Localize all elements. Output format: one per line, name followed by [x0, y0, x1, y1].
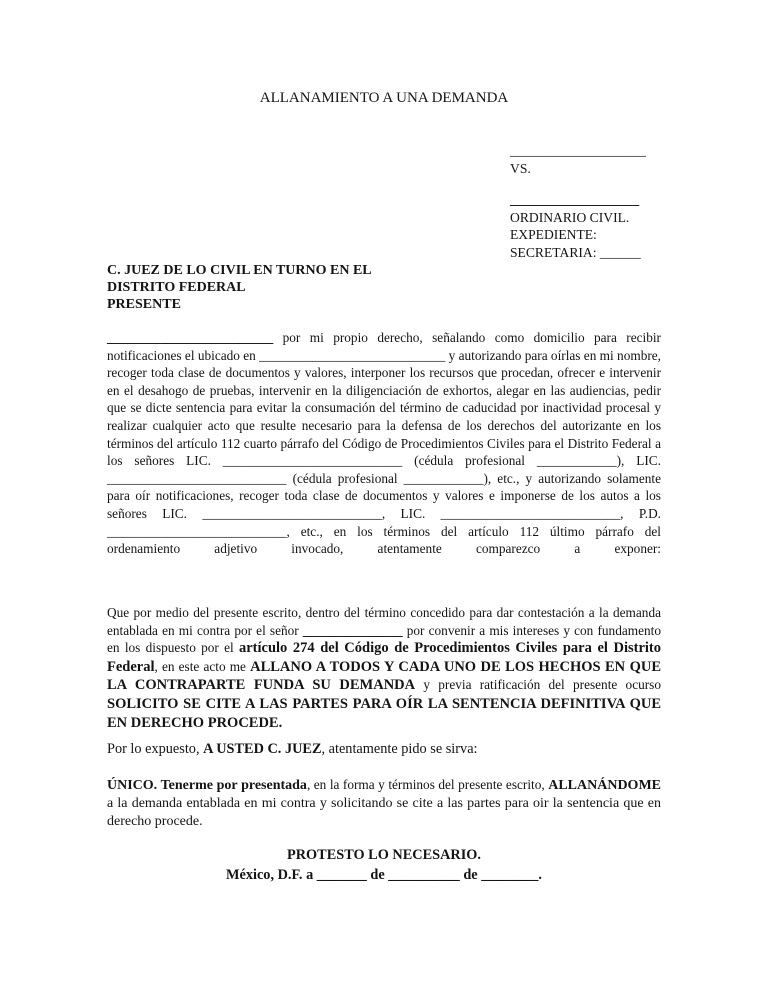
p2-blank: _______________: [302, 622, 403, 638]
p2-text-3: , en este acto me: [154, 658, 251, 674]
p2-text-2: por convenir a mis intereses y con fundamento en los dispuesto por el: [107, 622, 661, 656]
defendant-line: ___________________: [510, 192, 640, 207]
document-title: ALLANAMIENTO A UNA DEMANDA: [259, 90, 509, 106]
versus-label: VS.: [510, 160, 531, 176]
p3-juez: A USTED C. JUEZ: [203, 741, 322, 757]
p4-text-1: , en la forma y términos del presente escrito,: [306, 777, 549, 792]
p3-text-2: , atentamente pido se sirva:: [321, 741, 478, 757]
acquiescence-paragraph: [107, 604, 661, 732]
trial-type: ORDINARIO CIVIL.: [510, 209, 630, 225]
p4-unico: ÚNICO. Tenerme por presentada: [107, 778, 307, 793]
secretary-label: SECRETARIA: ______: [510, 244, 641, 260]
promovente-blank: _________________________: [107, 330, 274, 345]
addressee-line-1: C. JUEZ DE LO CIVIL EN TURNO EN EL: [107, 263, 372, 278]
authorization-text: por mi propio derecho, señalando como domicilio para recibir notificaciones el ubicado en ____________________________ y autorizando para oírlas en mi nombre, recoger toda clase de documentos y valores, interponer los recursos que procedan, ofrecer e intervenir en el desahogo de pruebas, intervenir en la diligenciación de exhortos, alegar en las audiencias, pedir que se dicte sentencia para evitar la consumación del término de caducidad por inactividad procesal y realizar cualquier acto que resulte necesario para la defensa de los derechos del autorizante en los términos del artículo 112 cuarto párrafo del Código de Procedimientos Civiles para el Distrito Federal a los señores LIC. ___________________________ (cédula profesional ____________), LIC. ___________________________ (cédula profesional ____________), etc., y autorizando solamente para oír notificaciones, recoger toda clase de documentos y valores e imponerse de los autos a los señores LIC. ___________________________, LIC. ___________________________, P.D. ___________________________, etc., en los términos del artículo 112 último párrafo del ordenamiento adjetivo invocado, atentamente comparezco a exponer:: [107, 330, 661, 557]
p4-text-2: a la demanda entablada en mi contra y solicitando se cite a las partes para oir la sentencia que en derecho procede.: [107, 796, 661, 829]
addressee-block: [107, 262, 372, 313]
p4-allanandome: ALLANÁNDOME: [548, 778, 661, 793]
p2-text-1: Que por medio del presente escrito, dentro del término concedido para dar contestación a la demanda entablada en mi contra por el señor: [107, 605, 661, 638]
case-info-block: [510, 142, 646, 261]
addressee-line-3: PRESENTE: [107, 297, 181, 312]
closing-block: [0, 846, 768, 884]
petition-intro: [107, 741, 478, 758]
protesto-line: PROTESTO LO NECESARIO.: [287, 847, 481, 863]
addressee-line-2: DISTRITO FEDERAL: [107, 280, 246, 295]
p2-article-ref: artículo 274 del Código de Procedimientos Civiles para el Distrito Federal: [107, 640, 661, 675]
plaintiff-line: ____________________: [510, 143, 646, 158]
p2-text-4: y previa ratificación del presente ocurso: [415, 677, 661, 693]
unico-petition: [107, 776, 661, 831]
date-line: México, D.F. a _______ de __________ de ________.: [226, 867, 542, 883]
authorization-paragraph: [107, 329, 661, 558]
p2-solicito: SOLICITO SE CITE A LAS PARTES PARA OÍR LA SENTENCIA DEFINITIVA QUE EN DERECHO PROCEDE.: [107, 695, 661, 731]
p2-allano: ALLANO A TODOS Y CADA UNO DE LOS HECHOS EN QUE LA CONTRAPARTE FUNDA SU DEMANDA: [107, 658, 661, 694]
p3-text-1: Por lo expuesto,: [107, 741, 204, 757]
file-number-label: EXPEDIENTE:: [510, 227, 597, 242]
